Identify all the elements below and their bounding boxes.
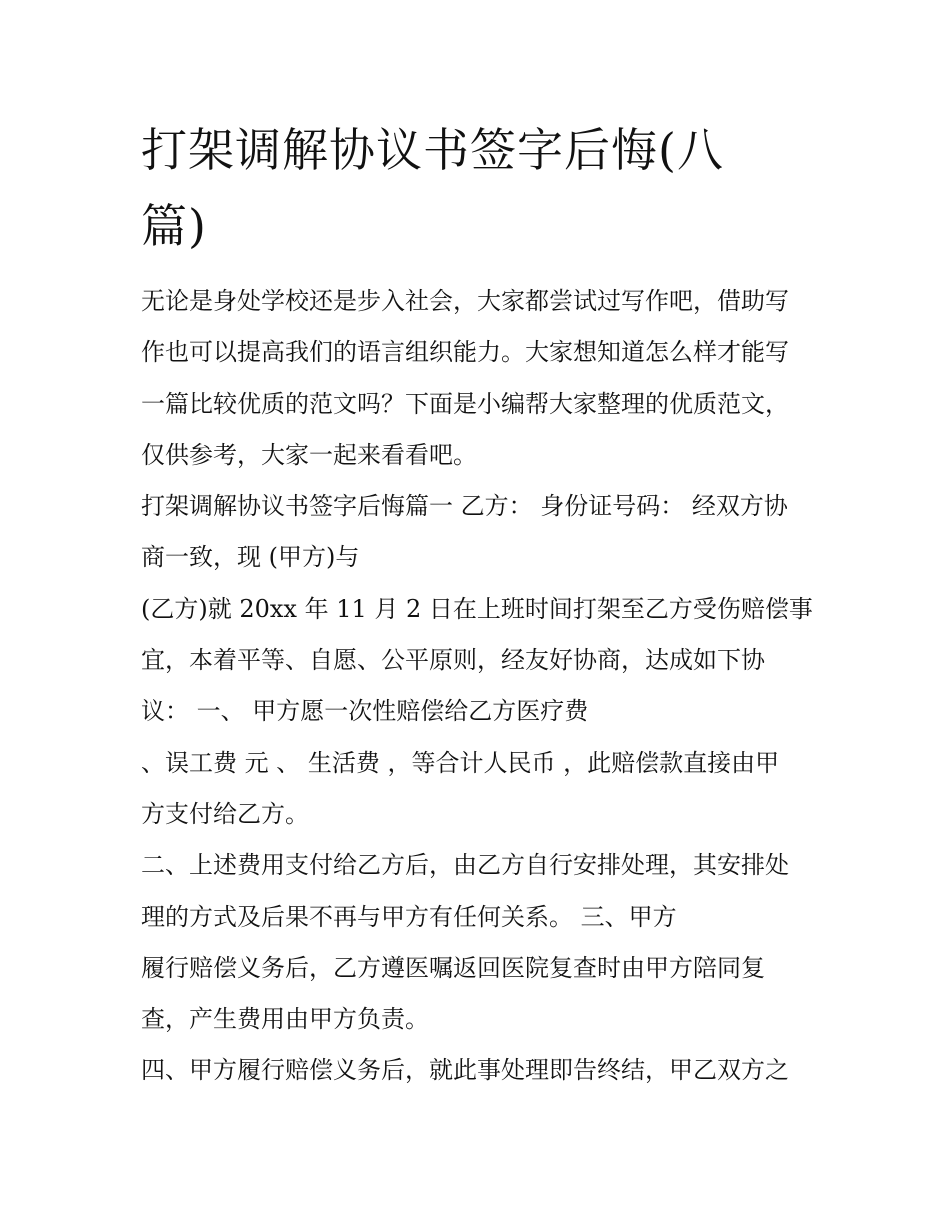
body-line: 履行赔偿义务后，乙方遵医嘱返回医院复查时由甲方陪同复	[141, 953, 765, 982]
body-line: 仅供参考，大家一起来看看吧。	[141, 440, 477, 469]
document-title	[141, 112, 821, 264]
body-line: 方支付给乙方。	[141, 799, 309, 828]
body-line: 商一致，现 (甲方)与	[141, 543, 360, 572]
body-line: 议： 一、 甲方愿一次性赔偿给乙方医疗费	[141, 697, 589, 726]
body-line: (乙方)就 20xx 年 11 月 2 日在上班时间打架至乙方受伤赔偿事	[141, 594, 813, 623]
body-line: 无论是身处学校还是步入社会，大家都尝试过写作吧，借助写	[141, 287, 789, 315]
body-line: 宜，本着平等、自愿、公平原则，经友好协商，达成如下协	[141, 646, 765, 675]
document-body	[141, 276, 831, 1097]
title-line-1: 打架调解协议书签字后悔(八	[141, 123, 724, 177]
body-line: 理的方式及后果不再与甲方有任何关系。 三、甲方	[141, 902, 677, 931]
title-line-2: 篇)	[141, 199, 207, 253]
body-line: 作也可以提高我们的语言组织能力。大家想知道怎么样才能写	[141, 338, 789, 367]
body-line: 二、上述费用支付给乙方后，由乙方自行安排处理，其安排处	[141, 851, 789, 880]
body-line: 一篇比较优质的范文吗？下面是小编帮大家整理的优质范文，	[141, 389, 789, 418]
body-line: 查，产生费用由甲方负责。	[141, 1005, 429, 1034]
body-line: 四、甲方履行赔偿义务后，就此事处理即告终结，甲乙双方之	[141, 1056, 789, 1085]
body-line: 、误工费 元 、 生活费 ，等合计人民币 ，此赔偿款直接由甲	[141, 748, 780, 777]
body-line: 打架调解协议书签字后悔篇一 乙方： 身份证号码： 经双方协	[141, 492, 788, 521]
